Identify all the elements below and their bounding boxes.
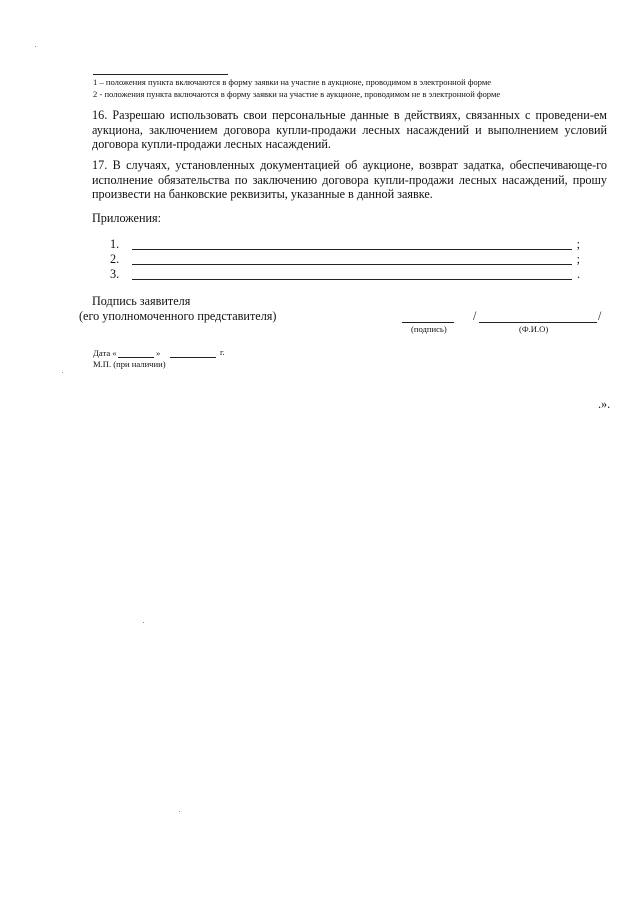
attachment-row-1 xyxy=(110,237,580,251)
signature-caption: (подпись) xyxy=(411,324,447,334)
paragraph-17: 17. В случаях, установленных документацией об аукционе, возврат задатка, обеспечивающе-го исполнение обязательства по заключению договора купли-продажи лесных насаждений, прошу произвести на банковские реквизиты, указанные в данной заявке. xyxy=(92,158,607,202)
signature-blank-line xyxy=(402,322,454,323)
attachment-end-mark: . xyxy=(576,267,580,281)
attachment-blank-line xyxy=(132,264,572,265)
attachment-end-mark: ; xyxy=(576,237,580,251)
name-blank-line xyxy=(479,322,597,323)
scan-speck xyxy=(62,372,63,373)
signature-representative-label: (его уполномоченного представителя) xyxy=(79,309,277,323)
date-prefix: Дата « xyxy=(93,348,117,358)
paragraph-16: 16. Разрешаю использовать свои персональные данные в действиях, связанных с проведени-ем аукциона, заключением договора купли-продажи лесных насаждений и выполнением условий договора купли-продажи лесных насаждений. xyxy=(92,108,607,152)
date-day-line xyxy=(118,357,154,358)
attachment-row-2 xyxy=(110,252,580,266)
signature-slash-right: / xyxy=(598,309,602,323)
stamp-label: М.П. (при наличии) xyxy=(93,359,166,369)
scan-speck xyxy=(179,811,180,812)
closing-mark: .». xyxy=(598,397,611,411)
attachment-row-3 xyxy=(110,267,580,281)
attachment-number: 1. xyxy=(110,237,120,251)
footnote-separator xyxy=(93,74,228,75)
attachment-end-mark: ; xyxy=(576,252,580,266)
signature-slash-left: / xyxy=(473,309,477,323)
name-caption: (Ф.И.О) xyxy=(519,324,549,334)
attachments-title: Приложения: xyxy=(92,211,161,225)
attachment-number: 2. xyxy=(110,252,120,266)
scan-speck xyxy=(35,46,36,47)
footnote-2: 2 - положения пункта включаются в форму заявки на участие в аукционе, проводимом не в электронной форме xyxy=(93,89,501,99)
footnote-1: 1 – положения пункта включаются в форму заявки на участие в аукционе, проводимом в электронной форме xyxy=(93,77,492,87)
attachment-number: 3. xyxy=(110,267,120,281)
scan-speck xyxy=(143,622,144,623)
attachment-blank-line xyxy=(132,279,572,280)
date-middle: » xyxy=(156,348,161,358)
date-month-line xyxy=(170,357,216,358)
signature-label: Подпись заявителя xyxy=(92,294,191,308)
attachment-blank-line xyxy=(132,249,572,250)
date-suffix: г. xyxy=(220,347,225,357)
